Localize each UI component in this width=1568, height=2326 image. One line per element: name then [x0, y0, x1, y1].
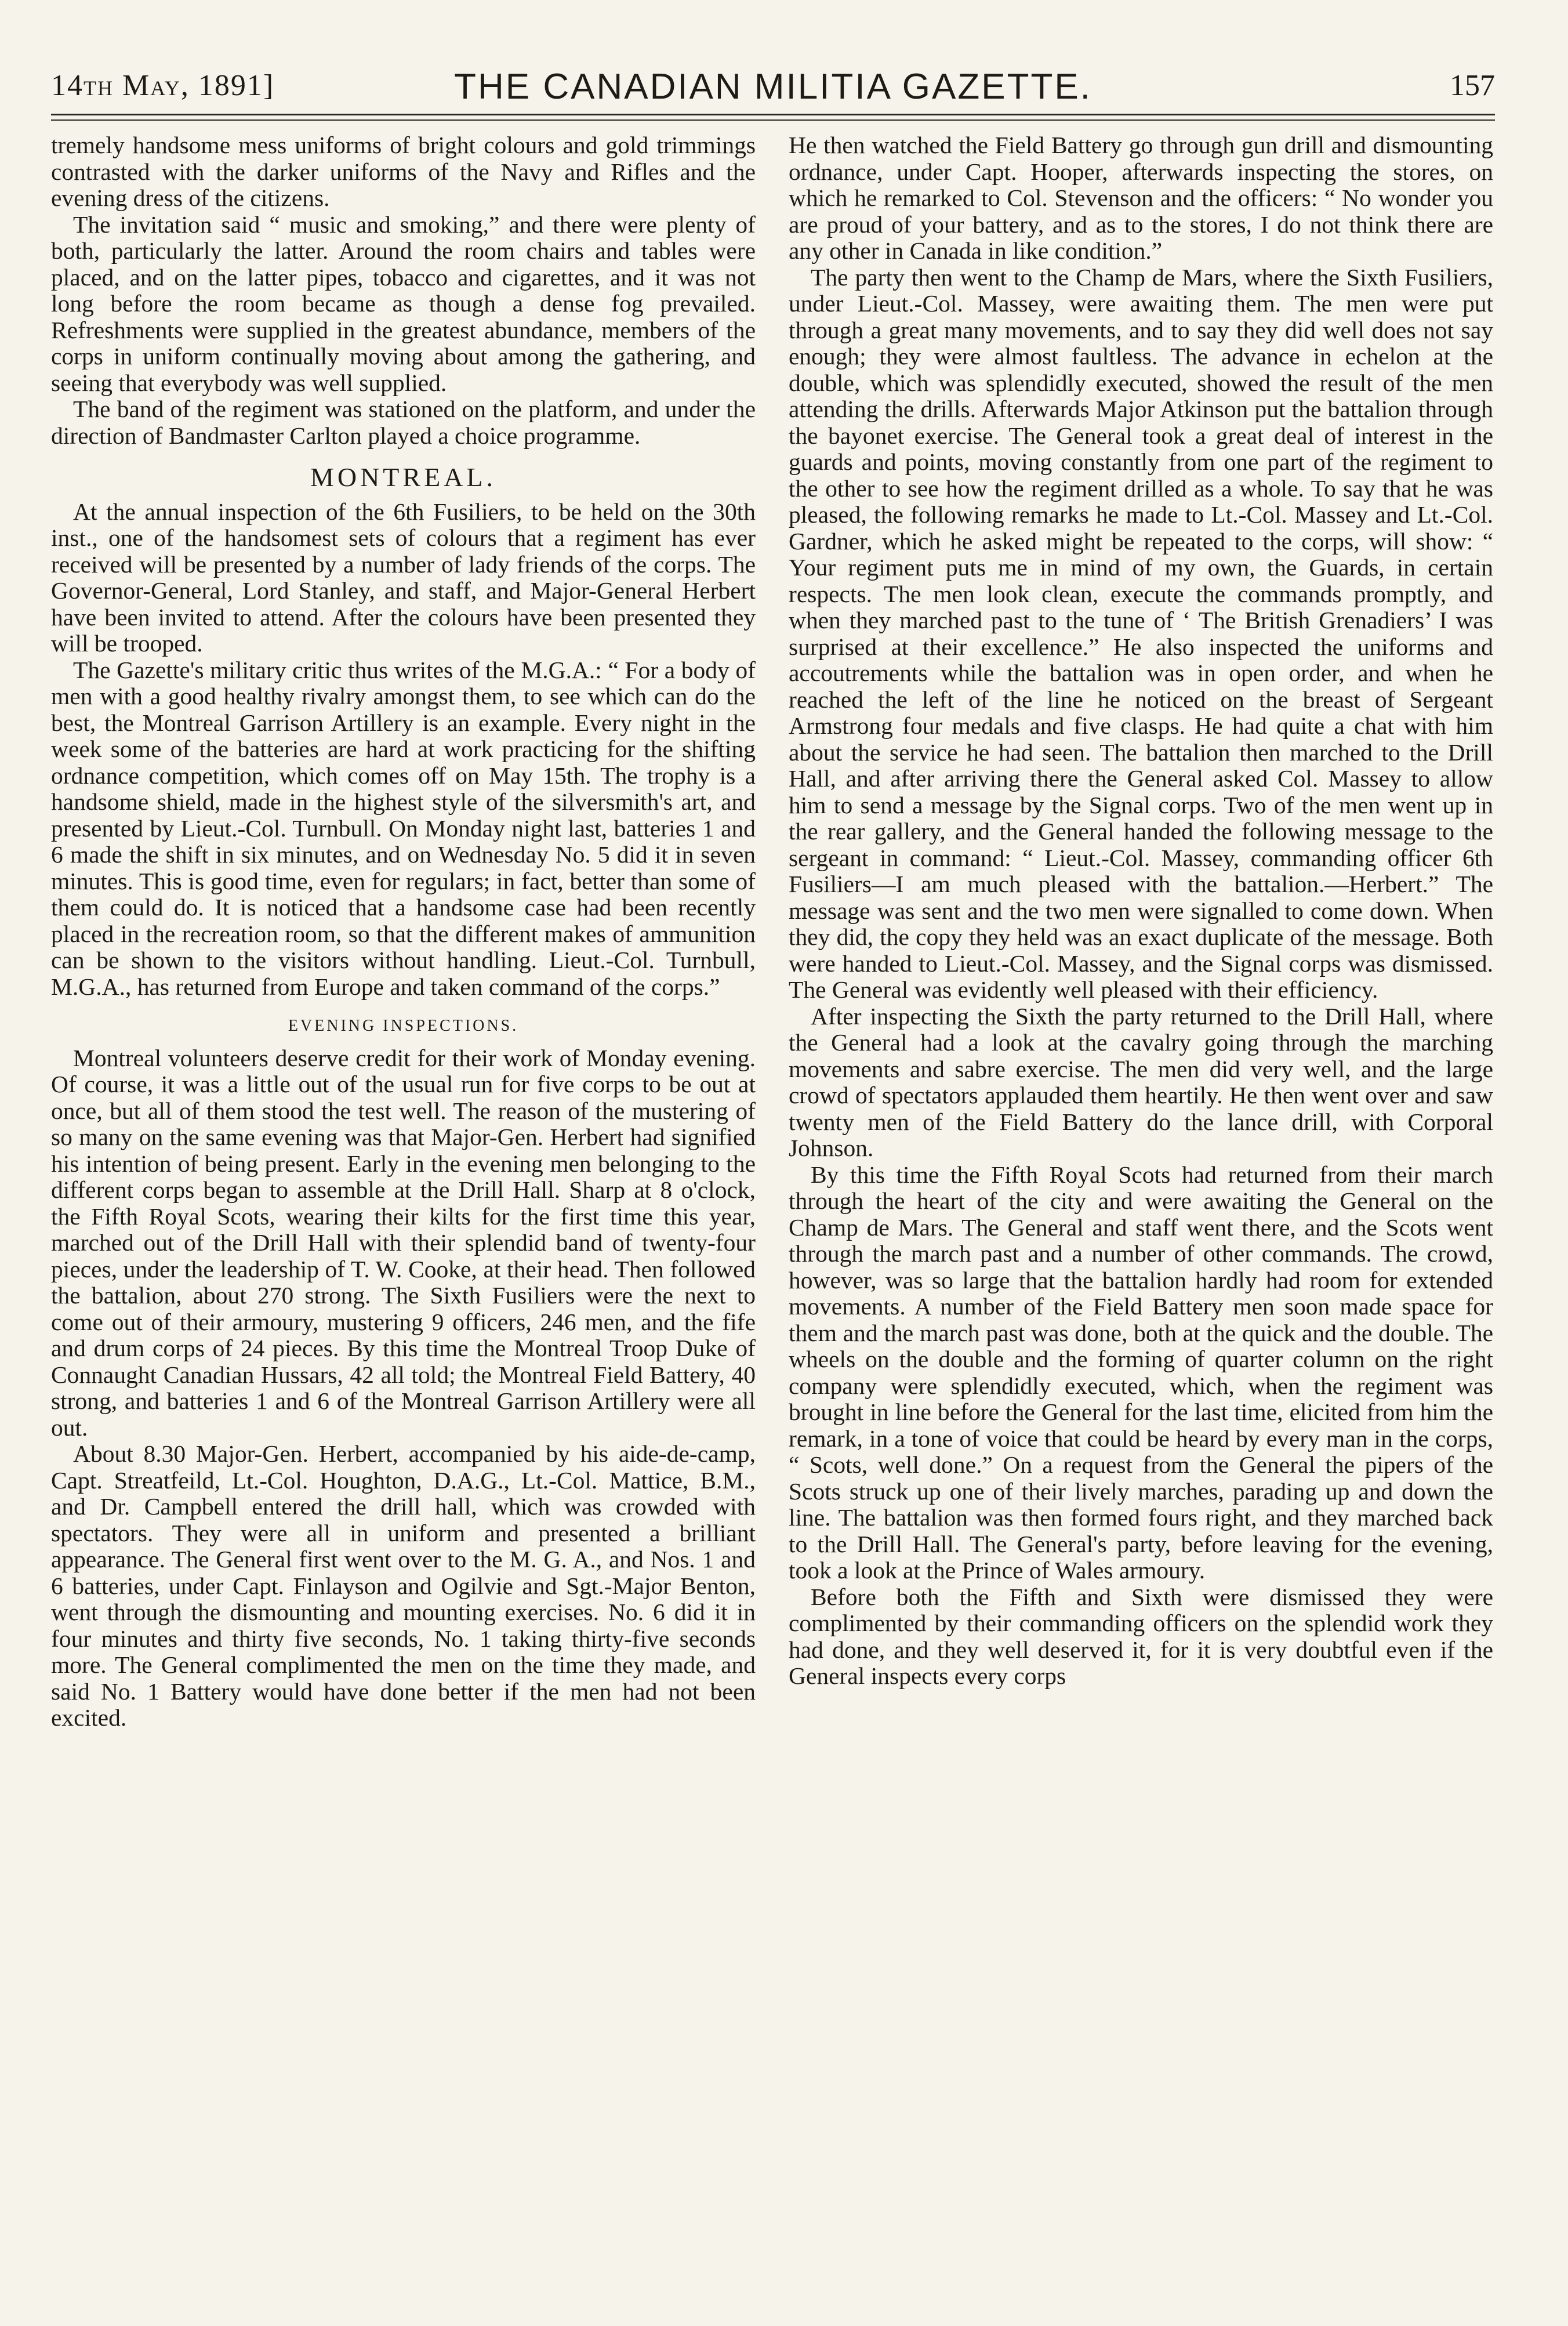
- left-column: [51, 132, 756, 2302]
- article-paragraph: About 8.30 Major-Gen. Herbert, accompanied by his aide-de-camp, Capt. Streatfeild, Lt.-Col. Houghton, D.A.G., Lt.-Col. Mattice, B.M., and Dr. Campbell entered the drill hall, which was crowded with spectators. They were all in uniform and presented a brilliant appearance. The General first went over to the M. G. A., and Nos. 1 and 6 batteries, under Capt. Finlayson and Ogilvie and Sgt.-Major Benton, went through the dismounting and mounting exercises. No. 6 did it in four minutes and thirty five seconds, No. 1 taking thirty-five seconds more. The General complimented the men on the time they made, and said No. 1 Battery would have done better if the men had not been excited.: [51, 1440, 756, 1731]
- article-paragraph: By this time the Fifth Royal Scots had returned from their march through the heart of the city and were awaiting the General on the Champ de Mars. The General and staff went there, and the Scots went through the march past and a number of other commands. The crowd, however, was so large that the battalion hardly had room for extended movements. A number of the Field Battery men soon made space for them and the march past was done, both at the quick and the double. The wheels on the double and the forming of quarter column on the right company were splendidly executed, which, when the regiment was brought in line before the General for the last time, elicited from him the remark, in a tone of voice that could be heard by every man in the corps, “ Scots, well done.” On a request from the General the pipers of the Scots struck up one of their lively marches, parading up and down the line. The battalion was then formed fours right, and they marched back to the Drill Hall. The General's party, before leaving for the evening, took a look at the Prince of Wales armoury.: [789, 1161, 1493, 1584]
- issue-date: 14th May, 1891]: [51, 69, 275, 102]
- article-paragraph: tremely handsome mess uniforms of bright colours and gold trimmings contrasted with the darker uniforms of the Navy and Rifles and the evening dress of the citizens.: [51, 132, 756, 211]
- article-paragraph: The Gazette's military critic thus writes of the M.G.A.: “ For a body of men with a good healthy rivalry amongst them, to see which can do the best, the Montreal Garrison Artillery is an example. Every night in the week some of the batteries are hard at work practicing for the shifting ordnance competition, which comes off on May 15th. The trophy is a handsome shield, made in the highest style of the silversmith's art, and presented by Lieut.-Col. Turnbull. On Monday night last, batteries 1 and 6 made the shift in six minutes, and on Wednesday No. 5 did it in seven minutes. This is good time, even for regulars; in fact, better than some of them could do. It is noticed that a handsome case had been recently placed in the recreation room, so that the different makes of ammunition can be shown to the visitors without handling. Lieut.-Col. Turnbull, M.G.A., has returned from Europe and taken command of the corps.”: [51, 656, 756, 1000]
- article-paragraph: The party then went to the Champ de Mars, where the Sixth Fusiliers, under Lieut.-Col. Massey, were awaiting them. The men were put through a great many movements, and to say they did well does not say enough; they were almost faultless. The advance in echelon at the double, which was splendidly executed, showed the result of the men attending the drills. Afterwards Major Atkinson put the battalion through the bayonet exercise. The General took a great deal of interest in the guards and points, moving constantly from one part of the regiment to the other to see how the regiment drilled as a whole. To say that he was pleased, the following remarks he made to Lt.-Col. Massey and Lt.-Col. Gardner, which he asked might be repeated to the corps, will show: “ Your regiment puts me in mind of my own, the Guards, in certain respects. The men look clean, execute the commands promptly, and when they marched past to the tune of ‘ The British Grenadiers’ I was surprised at their excellence.” He also inspected the uniforms and accoutrements while the battalion was in open order, and when he reached the left of the line he noticed on the breast of Sergeant Armstrong four medals and five clasps. He had quite a chat with him about the service he had seen. The battalion then marched to the Drill Hall, and after arriving there the General asked Col. Massey to allow him to send a message by the Signal corps. Two of the men went up in the rear gallery, and the General handed the following message to the sergeant in command: “ Lieut.-Col. Massey, commanding officer 6th Fusiliers—I am much pleased with the battalion.—Herbert.” The message was sent and the two men were signalled to come down. When they did, the copy they held was an exact duplicate of the message. Both were handed to Lieut.-Col. Massey, and the Signal corps was dismissed. The General was evidently well pleased with their efficiency.: [789, 263, 1493, 1003]
- header-rule-thin: [51, 119, 1495, 121]
- article-paragraph: The band of the regiment was stationed on the platform, and under the direction of Bandmaster Carlton played a choice programme.: [51, 396, 756, 449]
- article-paragraph: He then watched the Field Battery go through gun drill and dismounting ordnance, under Capt. Hooper, afterwards inspecting the stores, on which he remarked to Col. Stevenson and the officers: “ No wonder you are proud of your battery, and as to the stores, I do not think there are any other in Canada in like condition.”: [789, 132, 1493, 264]
- publication-title: THE CANADIAN MILITIA GAZETTE.: [454, 67, 1092, 107]
- article-paragraph: At the annual inspection of the 6th Fusiliers, to be held on the 30th inst., one of the handsomest sets of colours that a regiment has ever received will be presented by a number of lady friends of the corps. The Governor-General, Lord Stanley, and staff, and Major-General Herbert have been invited to attend. After the colours have been presented they will be trooped.: [51, 498, 756, 657]
- article-paragraph: Montreal volunteers deserve credit for their work of Monday evening. Of course, it was a little out of the usual run for five corps to be out at once, but all of them stood the test well. The reason of the mustering of so many on the same evening was that Major-Gen. Herbert had signified his intention of being present. Early in the evening men belonging to the different corps began to assemble at the Drill Hall. Sharp at 8 o'clock, the Fifth Royal Scots, wearing their kilts for the first time this year, marched out of the Drill Hall with their splendid band of twenty-four pieces, under the leadership of T. W. Cooke, at their head. Then followed the battalion, about 270 strong. The Sixth Fusiliers were the next to come out of their armoury, mustering 9 officers, 246 men, and the fife and drum corps of 24 pieces. By this time the Montreal Troop Duke of Connaught Canadian Hussars, 42 all told; the Montreal Field Battery, 40 strong, and batteries 1 and 6 of the Montreal Garrison Artillery were all out.: [51, 1044, 756, 1441]
- subhead-evening-inspections: EVENING INSPECTIONS.: [288, 1017, 519, 1035]
- right-column: [789, 132, 1493, 2302]
- page-header: [51, 68, 1495, 109]
- header-rule: [51, 114, 1495, 115]
- section-title-montreal: MONTREAL.: [310, 462, 497, 492]
- page-number: 157: [1450, 69, 1495, 102]
- article-paragraph: Before both the Fifth and Sixth were dismissed they were complimented by their commanding officers on the splendid work they had done, and they well deserved it, for it is very doubtful even if the General inspects every corps: [789, 1583, 1493, 1689]
- article-paragraph: After inspecting the Sixth the party returned to the Drill Hall, where the General had a look at the cavalry going through the marching movements and sabre exercise. The men did very well, and the large crowd of spectators applauded them heartily. He then went over and saw twenty men of the Field Battery do the lance drill, with Corporal Johnson.: [789, 1002, 1493, 1161]
- article-paragraph: The invitation said “ music and smoking,” and there were plenty of both, particularly the latter. Around the room chairs and tables were placed, and on the latter pipes, tobacco and cigarettes, and it was not long before the room became as though a dense fog prevailed. Refreshments were supplied in the greatest abundance, members of the corps in uniform continually moving about among the gathering, and seeing that everybody was well supplied.: [51, 211, 756, 396]
